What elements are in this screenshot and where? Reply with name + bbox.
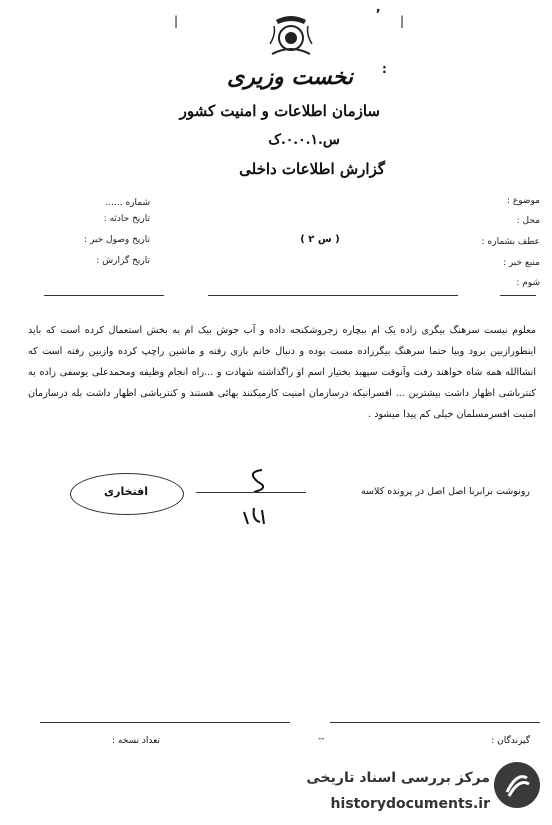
report-type: گزارش اطلاعات داخلی	[239, 160, 385, 178]
copy-note: رونوشت برابربا اصل اصل در پرونده کلاسه	[360, 486, 530, 497]
field-incident-date: تاریخ حادثه :	[103, 214, 150, 224]
field-number: شماره ......	[105, 198, 150, 208]
watermark-url: historydocuments.ir	[330, 796, 490, 812]
footer-divider	[330, 722, 540, 723]
organization-name: سازمان اطلاعات و امنیت کشور	[179, 102, 380, 120]
field-ref-number: عطف بشماره :	[481, 237, 540, 247]
field-subject: موضوع :	[506, 196, 540, 206]
secret-mark: ( س ۲ )	[300, 234, 340, 245]
field-report-date: تاریخ گزارش :	[96, 256, 150, 266]
tick-mark: |	[174, 14, 179, 28]
watermark-logo-icon	[494, 762, 540, 808]
footer-mark: --	[318, 734, 325, 744]
field-receipt-date: تاریخ وصول خبر :	[84, 235, 150, 245]
tick-mark: |	[400, 14, 405, 28]
divider	[500, 295, 536, 296]
field-note: شوم :	[516, 278, 540, 288]
stamp-label: افتخاری	[104, 485, 148, 498]
reference-code: س.۰.۰.۱.ک	[268, 132, 340, 148]
field-source: منبع خبر :	[502, 258, 540, 268]
report-body: معلوم نیست سرهنگ بیگری زاده یک ام بیچاره زجروشکنجه داده و آب جوش بیک ام به بخش استعمال کرده است که باید اینطورازبین برود وبیا حتما سرهنگ بیگرزاده مست بوده و دنبال خانم بازی رفته و ماشین راچپ کرده وازبین رفته است که انشاالله همه شاه خواهند رفت وآنوقت سپهبد بختیار اسم او راگذاشته شهادت و ...راه انجام وظیفه ومحمدعلی یوسفی زاده به کنترباشی اظهار داشت بیشترین ... افسرانیکه درسازمان امنیت کارمیکنند بهائی هستند و کنترباشی اظهار داشت بله درسازمان امنیت افسرمسلمان خیلی کم پیدا میشود .	[28, 325, 536, 420]
tick-mark: :	[382, 62, 387, 76]
copies-label: تعداد نسخه :	[111, 736, 160, 746]
field-location: محل :	[516, 216, 540, 226]
copy-line	[196, 492, 306, 493]
handwritten-signature	[226, 460, 286, 530]
lion-sun-emblem	[266, 14, 316, 60]
corner-mark: ,	[376, 0, 381, 14]
divider	[44, 295, 164, 296]
document-title: نخست وزیری	[227, 64, 353, 90]
watermark-title: مرکز بررسی اسناد تاریخی	[306, 770, 490, 786]
divider	[208, 295, 458, 296]
recipients-label: گیرندگان :	[491, 736, 530, 746]
footer-divider	[40, 722, 290, 723]
